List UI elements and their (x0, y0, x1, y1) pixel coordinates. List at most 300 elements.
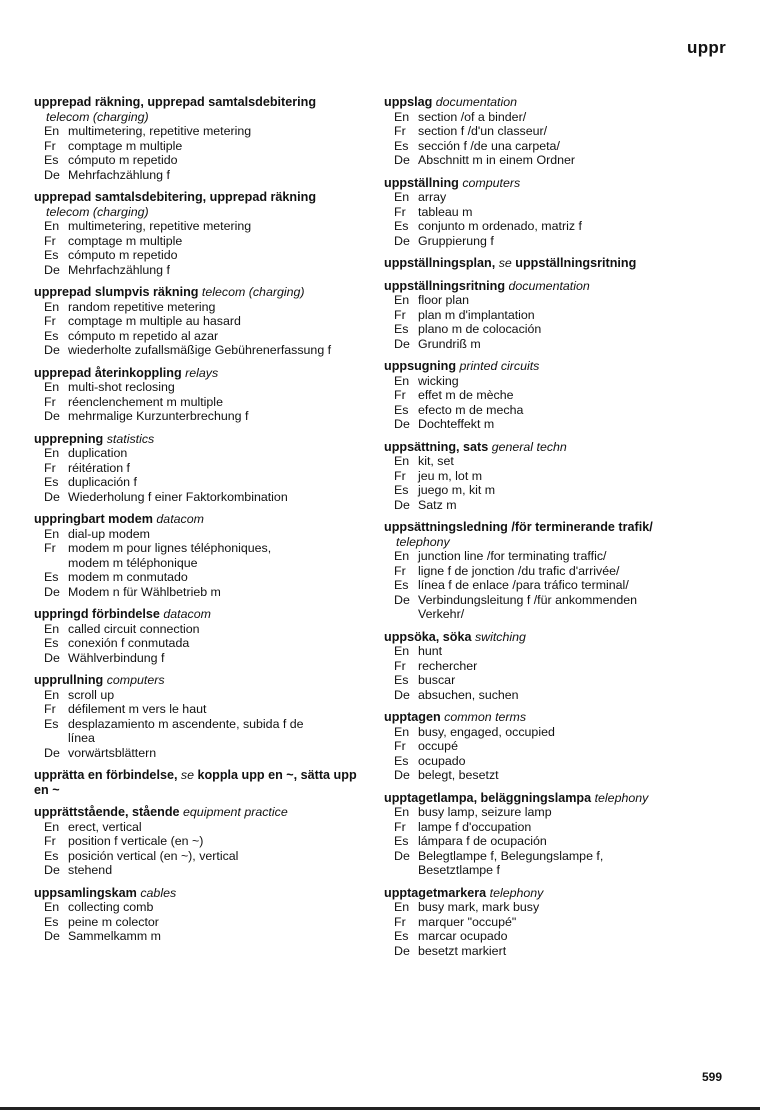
translation-line (34, 124, 369, 139)
translation-line (384, 322, 724, 337)
translation-text: línea f de enlace /para tráfico terminal/ (418, 578, 629, 592)
translation-text: réenclenchement m multiple (68, 394, 223, 409)
dictionary-entry (384, 630, 724, 703)
translation-text: Abschnitt m in einem Ordner (418, 153, 576, 167)
translation-text: Modem n für Wählbetrieb m (68, 584, 221, 599)
domain-label: se (498, 256, 512, 270)
language-code: Es (394, 834, 409, 848)
translation-text: jeu m, lot m (418, 468, 483, 483)
translation-text: called circuit connection (68, 621, 200, 636)
translation-line (384, 124, 724, 139)
dictionary-entry (384, 791, 724, 878)
translation-line (384, 110, 724, 125)
headword: uppsugning (384, 359, 457, 373)
translation-text: conexión f conmutada (68, 636, 190, 650)
language-code: De (44, 489, 60, 504)
language-code: De (44, 343, 60, 357)
dictionary-entry (34, 607, 369, 665)
language-code: Fr (394, 204, 406, 219)
translation-text: stehend (68, 863, 113, 877)
translation-line (384, 388, 724, 403)
language-code: Es (44, 716, 59, 731)
headword: upptagen (384, 710, 441, 724)
entry-head (34, 190, 369, 205)
language-code: De (44, 745, 60, 760)
translation-text: plan m d'implantation (418, 307, 535, 322)
translation-line (384, 915, 724, 930)
language-code: Es (44, 914, 59, 929)
entry-head (384, 791, 724, 806)
language-code: En (394, 549, 410, 563)
translation-text: efecto m de mecha (418, 402, 524, 417)
entry-head (384, 886, 724, 901)
language-code: En (394, 724, 410, 739)
translation-line (384, 849, 724, 864)
translation-text: erect, vertical (68, 819, 142, 834)
translation-text: Wiederholung f einer Faktorkombination (68, 489, 288, 504)
domain-label: printed circuits (459, 359, 540, 373)
headword: uppsöka, söka (384, 629, 472, 644)
translation-text: mehrmalige Kurzunterbrechung f (68, 409, 249, 423)
cross-reference: uppställningsritning (515, 256, 637, 270)
language-code: Es (394, 929, 409, 943)
translation-line (384, 739, 724, 754)
headword: upprepad slumpvis räkning (34, 285, 199, 299)
translation-text: section /of a binder/ (418, 109, 527, 124)
translation-line (34, 475, 369, 490)
language-code: Es (394, 402, 409, 417)
language-code: Fr (394, 468, 406, 483)
translation-text: cómputo m repetido (68, 153, 178, 167)
translation-line (34, 168, 369, 183)
headword: upprepad räkning, upprepad samtalsdebitering (34, 95, 317, 109)
entry-head (384, 359, 724, 374)
entry-head (34, 285, 369, 300)
translation-text: sección f /de una carpeta/ (418, 138, 560, 153)
dictionary-entry (34, 285, 369, 358)
translation-line (34, 380, 369, 395)
translation-line (384, 153, 724, 168)
headword: uppsamlingskam (34, 885, 137, 900)
domain-label: relays (185, 365, 219, 380)
translation-line (384, 659, 724, 674)
cross-reference: koppla upp en ~, sätta upp en ~ (34, 768, 357, 797)
language-code: En (44, 219, 60, 233)
translation-line (384, 308, 724, 323)
headword: upprepning (34, 431, 104, 446)
domain-label: computers (106, 673, 165, 687)
translation-text: multi-shot reclosing (68, 380, 175, 394)
dictionary-entry (384, 176, 724, 249)
language-code: Fr (394, 307, 406, 322)
translation-text: lámpara f de ocupación (418, 834, 547, 848)
translation-text: Grundriß m (418, 336, 481, 351)
dictionary-entry (384, 520, 724, 622)
headword: upprepad återinkoppling (34, 365, 182, 380)
entry-head (34, 512, 369, 527)
translation-text: dial-up modem (68, 526, 150, 541)
language-code: Fr (44, 834, 56, 848)
translation-line (34, 702, 369, 717)
translation-text: buscar (418, 673, 456, 687)
translation-continuation: línea (68, 731, 95, 745)
entry-head (384, 95, 724, 110)
translation-line (384, 944, 724, 959)
translation-line (384, 768, 724, 783)
language-code: De (394, 233, 410, 248)
translation-text: busy mark, mark busy (418, 900, 540, 914)
translation-text: Mehrfachzählung f (68, 167, 170, 182)
translation-line (384, 498, 724, 513)
headword: uppsättningsledning /för terminerande trafik/ (384, 520, 653, 534)
translation-text: cómputo m repetido al azar (68, 328, 219, 343)
language-code: Es (44, 248, 59, 262)
translation-text: marquer "occupé" (418, 914, 517, 929)
language-code: En (394, 109, 410, 124)
translation-text: réitération f (68, 460, 130, 475)
dictionary-entry (384, 440, 724, 513)
translation-continuation: Besetztlampe f (418, 863, 500, 877)
language-code: Es (44, 475, 59, 489)
headword: uppställningsplan, (384, 256, 496, 270)
language-code: Fr (394, 388, 406, 402)
translation-text: duplication (68, 446, 128, 460)
translation-text: desplazamiento m ascendente, subida f de (68, 716, 304, 731)
language-code: De (394, 592, 410, 607)
entry-head (384, 710, 724, 725)
domain-label: cables (140, 885, 177, 900)
language-code: En (44, 446, 60, 460)
domain-label: telecom (charging) (46, 109, 149, 124)
translation-text: array (418, 190, 447, 204)
bottom-rule (0, 1107, 760, 1110)
translation-text: Dochteffekt m (418, 417, 495, 431)
translation-line (384, 929, 724, 944)
translation-line (34, 409, 369, 424)
language-code: Fr (394, 563, 406, 578)
language-code: En (394, 293, 410, 307)
language-code: Fr (44, 233, 56, 248)
language-code: En (44, 819, 60, 834)
dictionary-entry (34, 886, 369, 944)
language-code: Es (394, 483, 409, 497)
language-code: Fr (394, 914, 406, 929)
translation-text: comptage m multiple (68, 138, 183, 153)
translation-line (34, 929, 369, 944)
domain-label: common terms (444, 710, 527, 724)
translation-text: ocupado (418, 753, 466, 768)
language-code: De (44, 650, 60, 665)
page-number: 599 (701, 1070, 722, 1084)
language-code: De (44, 929, 60, 943)
headword: uppringd förbindelse (34, 607, 160, 621)
left-column (34, 95, 369, 952)
translation-text: conjunto m ordenado, matriz f (418, 219, 582, 233)
entry-head (384, 279, 724, 294)
domain-label: datacom (163, 607, 211, 621)
entry-head (34, 673, 369, 688)
language-code: De (394, 687, 410, 702)
dictionary-entry (384, 279, 724, 352)
translation-text: peine m colector (68, 914, 159, 929)
language-code: En (44, 124, 60, 138)
headword: uppslag (384, 95, 433, 109)
translation-line (384, 469, 724, 484)
language-code: Es (44, 153, 59, 167)
language-code: Fr (44, 702, 56, 716)
translation-text: junction line /for terminating traffic/ (418, 549, 607, 563)
dictionary-entry (34, 432, 369, 505)
language-code: En (44, 526, 60, 541)
dictionary-entry (34, 673, 369, 760)
dictionary-entry (34, 768, 369, 797)
language-code: Fr (394, 124, 406, 138)
translation-line (34, 849, 369, 864)
entry-head (34, 768, 369, 797)
translation-line (34, 300, 369, 315)
translation-line (34, 490, 369, 505)
translation-line (384, 673, 724, 688)
language-code: Es (394, 673, 409, 687)
domain-label: general techn (491, 439, 567, 454)
language-code: En (44, 900, 60, 914)
translation-line (34, 651, 369, 666)
translation-text: busy, engaged, occupied (418, 724, 555, 739)
translation-text: comptage m multiple au hasard (68, 314, 241, 328)
translation-line (384, 293, 724, 308)
translation-line (34, 153, 369, 168)
translation-line (384, 417, 724, 432)
translation-continuation: Verkehr/ (418, 607, 465, 621)
translation-text: multimetering, repetitive metering (68, 124, 252, 138)
headword: upprepad samtalsdebitering, upprepad räkning (34, 190, 317, 204)
domain-label: se (180, 768, 194, 782)
translation-line (34, 915, 369, 930)
language-code: Es (44, 328, 59, 343)
translation-text: Gruppierung f (418, 233, 494, 248)
translation-text: collecting comb (68, 900, 154, 914)
translation-text: wiederholte zufallsmäßige Gebührenerfassung f (68, 343, 332, 357)
translation-text: scroll up (68, 687, 115, 702)
translation-line (384, 820, 724, 835)
translation-line (34, 343, 369, 358)
translation-text: défilement m vers le haut (68, 702, 207, 716)
language-code: Es (44, 636, 59, 650)
dictionary-entry (384, 256, 724, 271)
translation-line (34, 636, 369, 651)
headword: uppställning (384, 175, 459, 190)
headword: upprätta en förbindelse, (34, 768, 178, 782)
language-code: De (394, 943, 410, 958)
translation-line (34, 139, 369, 154)
translation-line (384, 234, 724, 249)
dictionary-entry (34, 95, 369, 182)
translation-line (34, 234, 369, 249)
language-code: De (44, 167, 60, 182)
translation-line (34, 446, 369, 461)
language-code: En (394, 900, 410, 914)
translation-text: juego m, kit m (418, 483, 496, 497)
translation-line (34, 395, 369, 410)
translation-line (34, 900, 369, 915)
translation-text: cómputo m repetido (68, 248, 178, 262)
dictionary-entry (34, 190, 369, 277)
translation-text: plano m de colocación (418, 322, 542, 336)
translation-text: Verbindungsleitung f /für ankommenden (418, 592, 638, 607)
translation-line (34, 585, 369, 600)
domain-label: telephony (396, 534, 450, 549)
translation-line (384, 754, 724, 769)
translation-text: position f verticale (en ~) (68, 834, 204, 848)
headword: uppställningsritning (384, 278, 506, 293)
translation-line (34, 461, 369, 476)
translation-text: hunt (418, 644, 443, 658)
translation-text: Satz m (418, 497, 457, 512)
translation-text: floor plan (418, 293, 469, 307)
language-code: Es (44, 848, 59, 863)
translation-line (34, 820, 369, 835)
language-code: Fr (44, 138, 56, 153)
translation-line (384, 374, 724, 389)
translation-text: comptage m multiple (68, 233, 183, 248)
headword: uppsättning, sats (384, 439, 489, 454)
translation-line (384, 688, 724, 703)
language-code: De (44, 262, 60, 277)
translation-text: section f /d'un classeur/ (418, 124, 548, 138)
translation-line (34, 688, 369, 703)
translation-text: effet m de mèche (418, 388, 514, 402)
translation-text: multimetering, repetitive metering (68, 219, 252, 233)
translation-continuation: modem m téléphonique (68, 555, 198, 570)
translation-line (384, 593, 724, 608)
domain-label: switching (474, 629, 526, 644)
translation-text: marcar ocupado (418, 929, 508, 943)
domain-label: telephony (594, 790, 649, 805)
translation-line (384, 578, 724, 593)
translation-text: occupé (418, 739, 458, 753)
language-code: De (394, 417, 410, 431)
translation-line (384, 205, 724, 220)
translation-line (384, 139, 724, 154)
language-code: Fr (44, 541, 56, 555)
language-code: De (394, 336, 410, 351)
entry-head (384, 256, 724, 271)
translation-text: modem m pour lignes téléphoniques, (68, 541, 272, 555)
language-code: Fr (394, 658, 406, 673)
translation-line (34, 746, 369, 761)
translation-text: absuchen, suchen (418, 687, 519, 702)
entry-head (384, 520, 724, 535)
translation-text: modem m conmutado (68, 570, 188, 584)
entry-head (34, 805, 369, 820)
language-code: De (394, 848, 410, 863)
dictionary-entry (34, 805, 369, 878)
domain-label: telephony (489, 885, 544, 900)
language-code: Fr (44, 314, 56, 328)
right-column (384, 95, 724, 966)
translation-line (34, 219, 369, 234)
translation-text: besetzt markiert (418, 943, 507, 958)
language-code: En (44, 380, 60, 394)
translation-line (34, 314, 369, 329)
translation-line (384, 403, 724, 418)
dictionary-entry (34, 366, 369, 424)
language-code: De (394, 497, 410, 512)
domain-label: datacom (156, 512, 204, 526)
translation-line (34, 248, 369, 263)
domain-label: telecom (charging) (46, 204, 149, 219)
headword: upptagetmarkera (384, 885, 487, 900)
entry-head (34, 366, 369, 381)
language-code: Es (394, 753, 409, 768)
entry-head (384, 176, 724, 191)
translation-line (34, 834, 369, 849)
language-code: De (394, 153, 410, 167)
translation-text: Mehrfachzählung f (68, 262, 170, 277)
translation-line (34, 263, 369, 278)
language-code: En (394, 454, 410, 468)
translation-text: lampe f d'occupation (418, 819, 532, 834)
headword: uppringbart modem (34, 512, 153, 526)
entry-head (384, 440, 724, 455)
translation-text: kit, set (418, 454, 454, 468)
translation-line (34, 570, 369, 585)
language-code: En (394, 644, 410, 658)
language-code: Fr (44, 460, 56, 475)
entry-head (384, 630, 724, 645)
language-code: Fr (394, 819, 406, 834)
language-code: Es (44, 570, 59, 584)
dictionary-entry (384, 359, 724, 432)
translation-text: rechercher (418, 658, 478, 673)
translation-text: busy lamp, seizure lamp (418, 805, 552, 819)
translation-text: Sammelkamm m (68, 929, 161, 943)
translation-line (384, 725, 724, 740)
translation-line (384, 834, 724, 849)
translation-text: Belegtlampe f, Belegungslampe f, (418, 848, 604, 863)
translation-line (34, 527, 369, 542)
translation-line (384, 219, 724, 234)
translation-line (384, 454, 724, 469)
language-code: Es (394, 138, 409, 153)
domain-label: computers (462, 175, 521, 190)
entry-head (34, 95, 369, 110)
translation-line (34, 863, 369, 878)
translation-line (34, 717, 369, 732)
language-code: De (394, 768, 410, 782)
translation-text: random repetitive metering (68, 299, 216, 314)
headword: upprullning (34, 673, 104, 687)
translation-text: vorwärtsblättern (68, 745, 157, 760)
entry-head (34, 607, 369, 622)
translation-text: ligne f de jonction /du trafic d'arrivée/ (418, 563, 620, 578)
language-code: En (394, 190, 410, 204)
domain-label: statistics (106, 431, 155, 446)
language-code: De (44, 584, 60, 599)
language-code: Fr (44, 394, 56, 409)
domain-label: documentation (508, 278, 590, 293)
translation-line (384, 337, 724, 352)
dictionary-entry (384, 710, 724, 783)
translation-text: wicking (418, 373, 459, 388)
translation-text: posición vertical (en ~), vertical (68, 848, 239, 863)
translation-line (384, 805, 724, 820)
translation-text: Wählverbindung f (68, 650, 165, 665)
translation-line (384, 483, 724, 498)
dictionary-entry (34, 512, 369, 599)
language-code: Es (394, 219, 409, 233)
domain-label: documentation (435, 95, 518, 109)
